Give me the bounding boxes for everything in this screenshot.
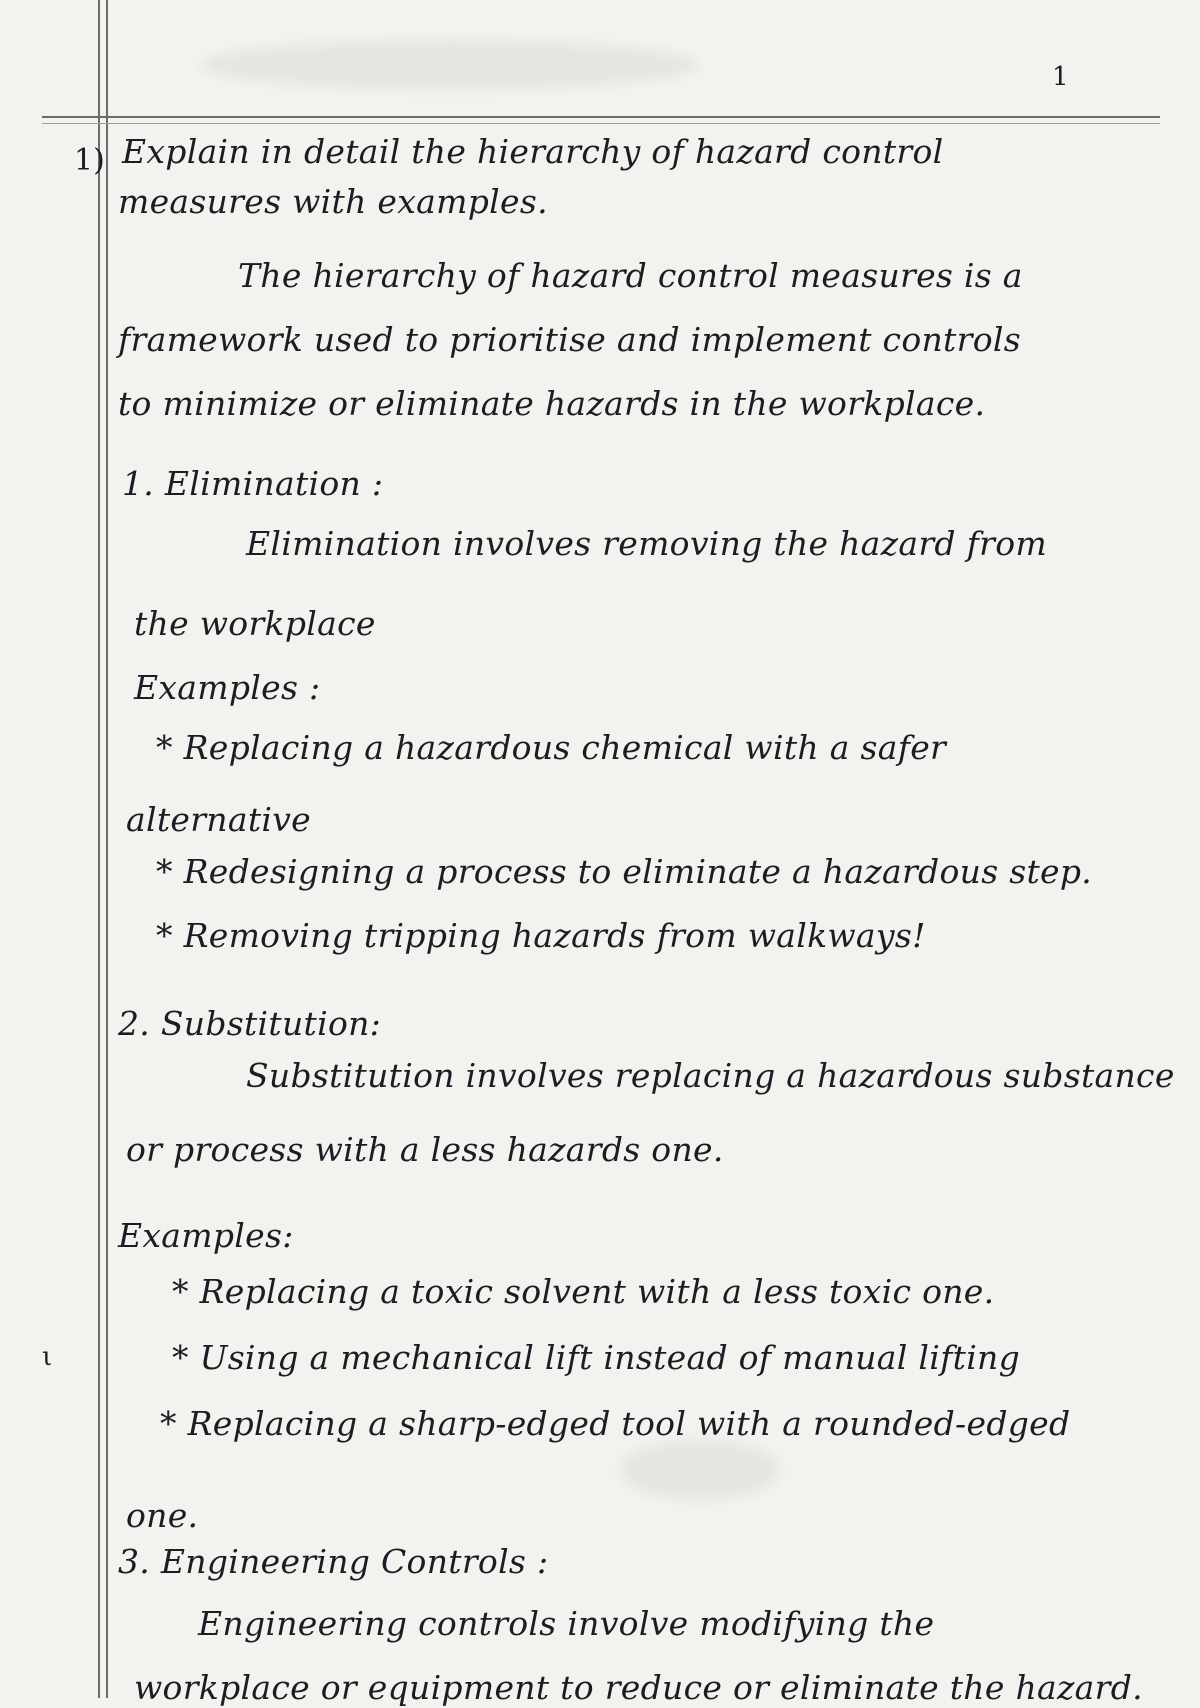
margin-mark: ι: [42, 1342, 53, 1372]
section-heading: 3. Engineering Controls :: [118, 1542, 549, 1581]
text-line: workplace or equipment to reduce or eliminate the hazard.: [134, 1668, 1143, 1707]
text-line: the workplace: [134, 604, 376, 643]
text-line: Engineering controls involve modifying the: [198, 1604, 935, 1643]
question-line: Explain in detail the hierarchy of hazard control: [122, 132, 944, 171]
text-line: The hierarchy of hazard control measures is a: [238, 256, 1023, 295]
question-number: 1): [74, 143, 105, 178]
margin-line: [98, 0, 100, 1698]
examples-heading: Examples :: [134, 668, 321, 707]
text-line: or process with a less hazards one.: [126, 1130, 724, 1169]
examples-heading: Examples:: [118, 1216, 294, 1255]
section-heading: 1. Elimination :: [122, 464, 384, 503]
bullet-line: * Using a mechanical lift instead of manual lifting: [172, 1338, 1021, 1377]
margin-line: [106, 0, 108, 1698]
bullet-line: * Redesigning a process to eliminate a hazardous step.: [156, 852, 1093, 891]
header-line: [42, 123, 1160, 124]
text-line: to minimize or eliminate hazards in the workplace.: [118, 384, 986, 423]
section-heading: 2. Substitution:: [118, 1004, 382, 1043]
text-line: Elimination involves removing the hazard from: [246, 524, 1047, 563]
bullet-line: * Replacing a toxic solvent with a less toxic one.: [172, 1272, 995, 1311]
header-line: [42, 116, 1160, 118]
text-line: Substitution involves replacing a hazardous substance: [246, 1056, 1175, 1095]
bullet-line: * Replacing a hazardous chemical with a safer: [156, 728, 947, 767]
paper-smudge: [620, 1440, 780, 1500]
bullet-line: * Removing tripping hazards from walkways!: [156, 916, 926, 955]
text-line: one.: [126, 1496, 199, 1535]
text-line: framework used to prioritise and implement controls: [118, 320, 1021, 359]
question-line: measures with examples.: [118, 182, 548, 221]
text-line: alternative: [126, 800, 312, 839]
bullet-line: * Replacing a sharp-edged tool with a rounded-edged: [160, 1404, 1071, 1443]
page-number: 1: [1052, 62, 1069, 92]
paper-smudge: [200, 40, 700, 90]
